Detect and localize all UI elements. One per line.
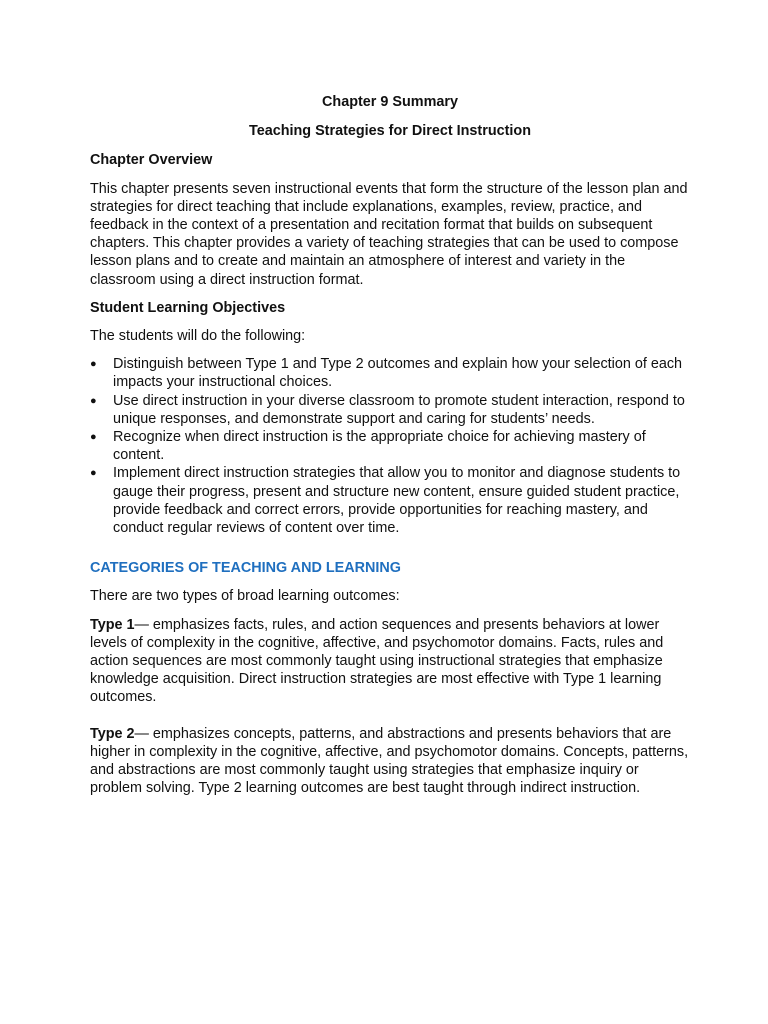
type-1-text: — emphasizes facts, rules, and action sequences and presents behaviors at lower levels of complexity in the cognitive, affective, and psychomotor domains. Facts, rules and action sequences are most commonly taught using instructional strategies that emphasize knowledge acquisition. Direct instruction strategies are most effective with Type 1 learning outcomes. — [90, 616, 664, 706]
bullet-icon: ● — [90, 358, 97, 371]
type-2-text: — emphasizes concepts, patterns, and abstractions and presents behaviors that are higher in complexity in the cognitive, affective, and psychomotor domains. Concepts, patterns, and abstractions are most commonly taught using strategies that emphasize inquiry or problem solving. Type 2 learning outcomes are best taught through indirect instruction. — [90, 725, 689, 797]
document-page — [90, 93, 690, 816]
bullet-icon: ● — [90, 431, 97, 444]
bullet-icon: ● — [90, 394, 97, 407]
categories-intro: There are two types of broad learning outcomes: — [90, 588, 400, 605]
categories-heading: CATEGORIES OF TEACHING AND LEARNING — [90, 560, 401, 577]
list-item — [90, 355, 690, 391]
document-subtitle: Teaching Strategies for Direct Instruction — [248, 123, 531, 140]
list-item-text: Use direct instruction in your diverse classroom to promote student interaction, respond to unique responses, and demonstrate support and caring for students’ needs. — [113, 392, 685, 427]
list-item — [90, 392, 690, 428]
list-item-text: Distinguish between Type 1 and Type 2 outcomes and explain how your selection of each impacts your instructional choices. — [113, 356, 683, 391]
chapter-overview-heading: Chapter Overview — [90, 152, 213, 169]
learning-objectives-intro: The students will do the following: — [90, 328, 306, 345]
learning-objectives-list — [90, 355, 690, 537]
chapter-overview-text: This chapter presents seven instructional events that form the structure of the lesson plan and strategies for direct teaching that include explanations, examples, review, practice, and feedback in the context of a presentation and recitation format that builds on subsequent chapters. This chapter provides a variety of teaching strategies that can be used to compose lesson plans and to create and maintain an atmosphere of interest and variety in the classroom using a direct instruction format. — [90, 180, 688, 288]
list-item — [90, 464, 690, 537]
list-item-text: Implement direct instruction strategies that allow you to monitor and diagnose students to gauge their progress, present and structure new content, ensure guided student practice, provide feedback and correct errors, provide opportunities for reaching mastery, and conduct regular reviews of content over time. — [113, 465, 681, 537]
type-2-label: Type 2 — [90, 725, 135, 742]
document-title: Chapter 9 Summary — [322, 94, 458, 110]
type-2-paragraph — [90, 725, 690, 798]
list-item-text: Recognize when direct instruction is the appropriate choice for achieving mastery of content. — [113, 429, 646, 464]
list-item — [90, 428, 690, 464]
type-1-paragraph — [90, 616, 690, 707]
learning-objectives-heading: Student Learning Objectives — [90, 299, 286, 316]
type-1-label: Type 1 — [90, 616, 135, 633]
bullet-icon: ● — [90, 467, 97, 480]
